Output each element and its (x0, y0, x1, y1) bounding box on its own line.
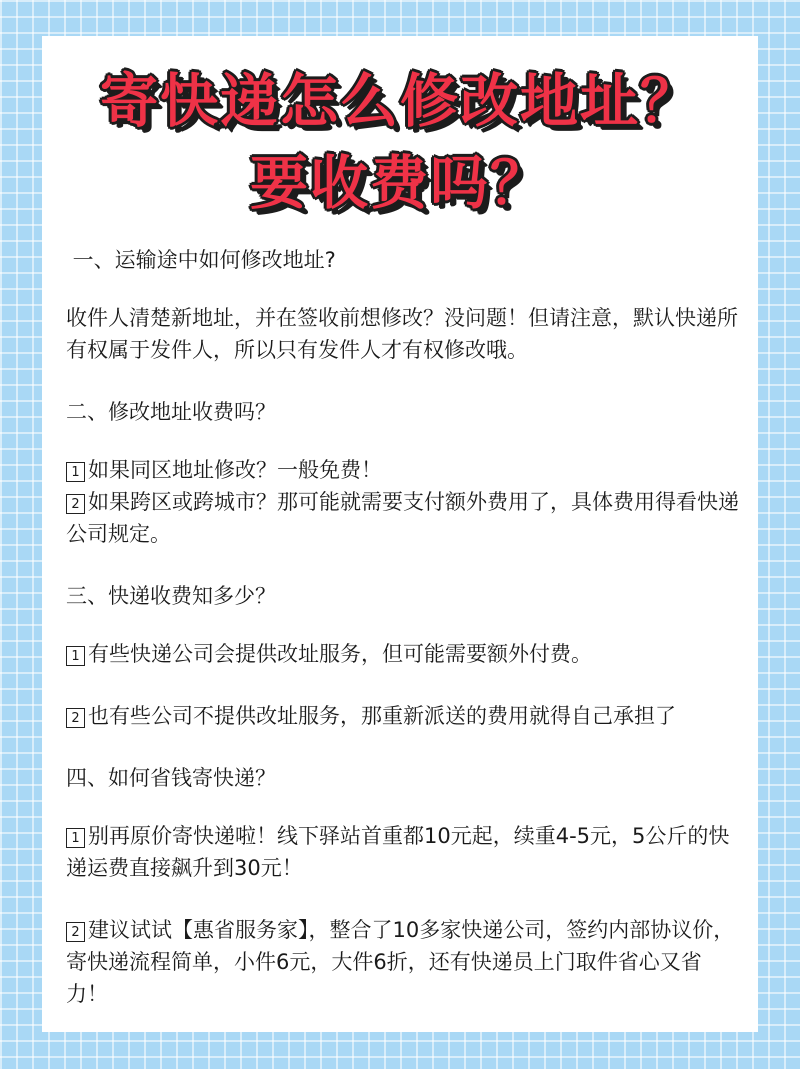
number-box-icon: 2 (66, 494, 85, 514)
page-title-line-1: 寄快递怎么修改地址？ (99, 67, 700, 135)
section-4-heading: 四、如何省钱寄快递？ (66, 766, 276, 790)
number-box-icon: 1 (66, 462, 85, 482)
list-item-text: 有些快递公司会提供改址服务，但可能需要额外付费。 (88, 642, 592, 666)
list-item-text: 别再原价寄快递啦！线下驿站首重都10元起，续重4-5元，5公斤的快递运费直接飙升到30元！ (66, 824, 730, 880)
list-item (66, 914, 742, 1010)
list-item-text: 建议试试【惠省服务家】，整合了10多家快递公司，签约内部协议价，寄快递流程简单，小件6元，大件6折，还有快递员上门取件省心又省力！ (66, 918, 735, 1006)
number-box-icon: 1 (66, 828, 85, 848)
list-item (66, 454, 742, 486)
section-1-body: 收件人清楚新地址，并在签收前想修改？没问题！但请注意，默认快递所有权属于发件人，所以只有发件人才有权修改哦。 (66, 306, 738, 362)
number-box-icon: 2 (66, 922, 85, 942)
section-1-heading: 一、运输途中如何修改地址? (66, 248, 336, 272)
list-item-text: 也有些公司不提供改址服务，那重新派送的费用就得自己承担了 (88, 704, 676, 728)
list-item-text: 如果同区地址修改？一般免费！ (88, 458, 382, 482)
list-item (66, 700, 742, 732)
list-item (66, 486, 742, 550)
number-box-icon: 1 (66, 646, 85, 666)
page-title-line-2: 要收费吗？ (249, 149, 550, 217)
list-item (66, 820, 742, 884)
section-2-heading: 二、修改地址收费吗？ (66, 400, 276, 424)
content-card (42, 36, 758, 1032)
list-item-text: 如果跨区或跨城市？那可能就需要支付额外费用了，具体费用得看快递公司规定。 (66, 490, 739, 546)
number-box-icon: 2 (66, 708, 85, 728)
list-item (66, 638, 742, 670)
section-3-heading: 三、快递收费知多少？ (66, 584, 276, 608)
article-body (66, 244, 742, 1010)
